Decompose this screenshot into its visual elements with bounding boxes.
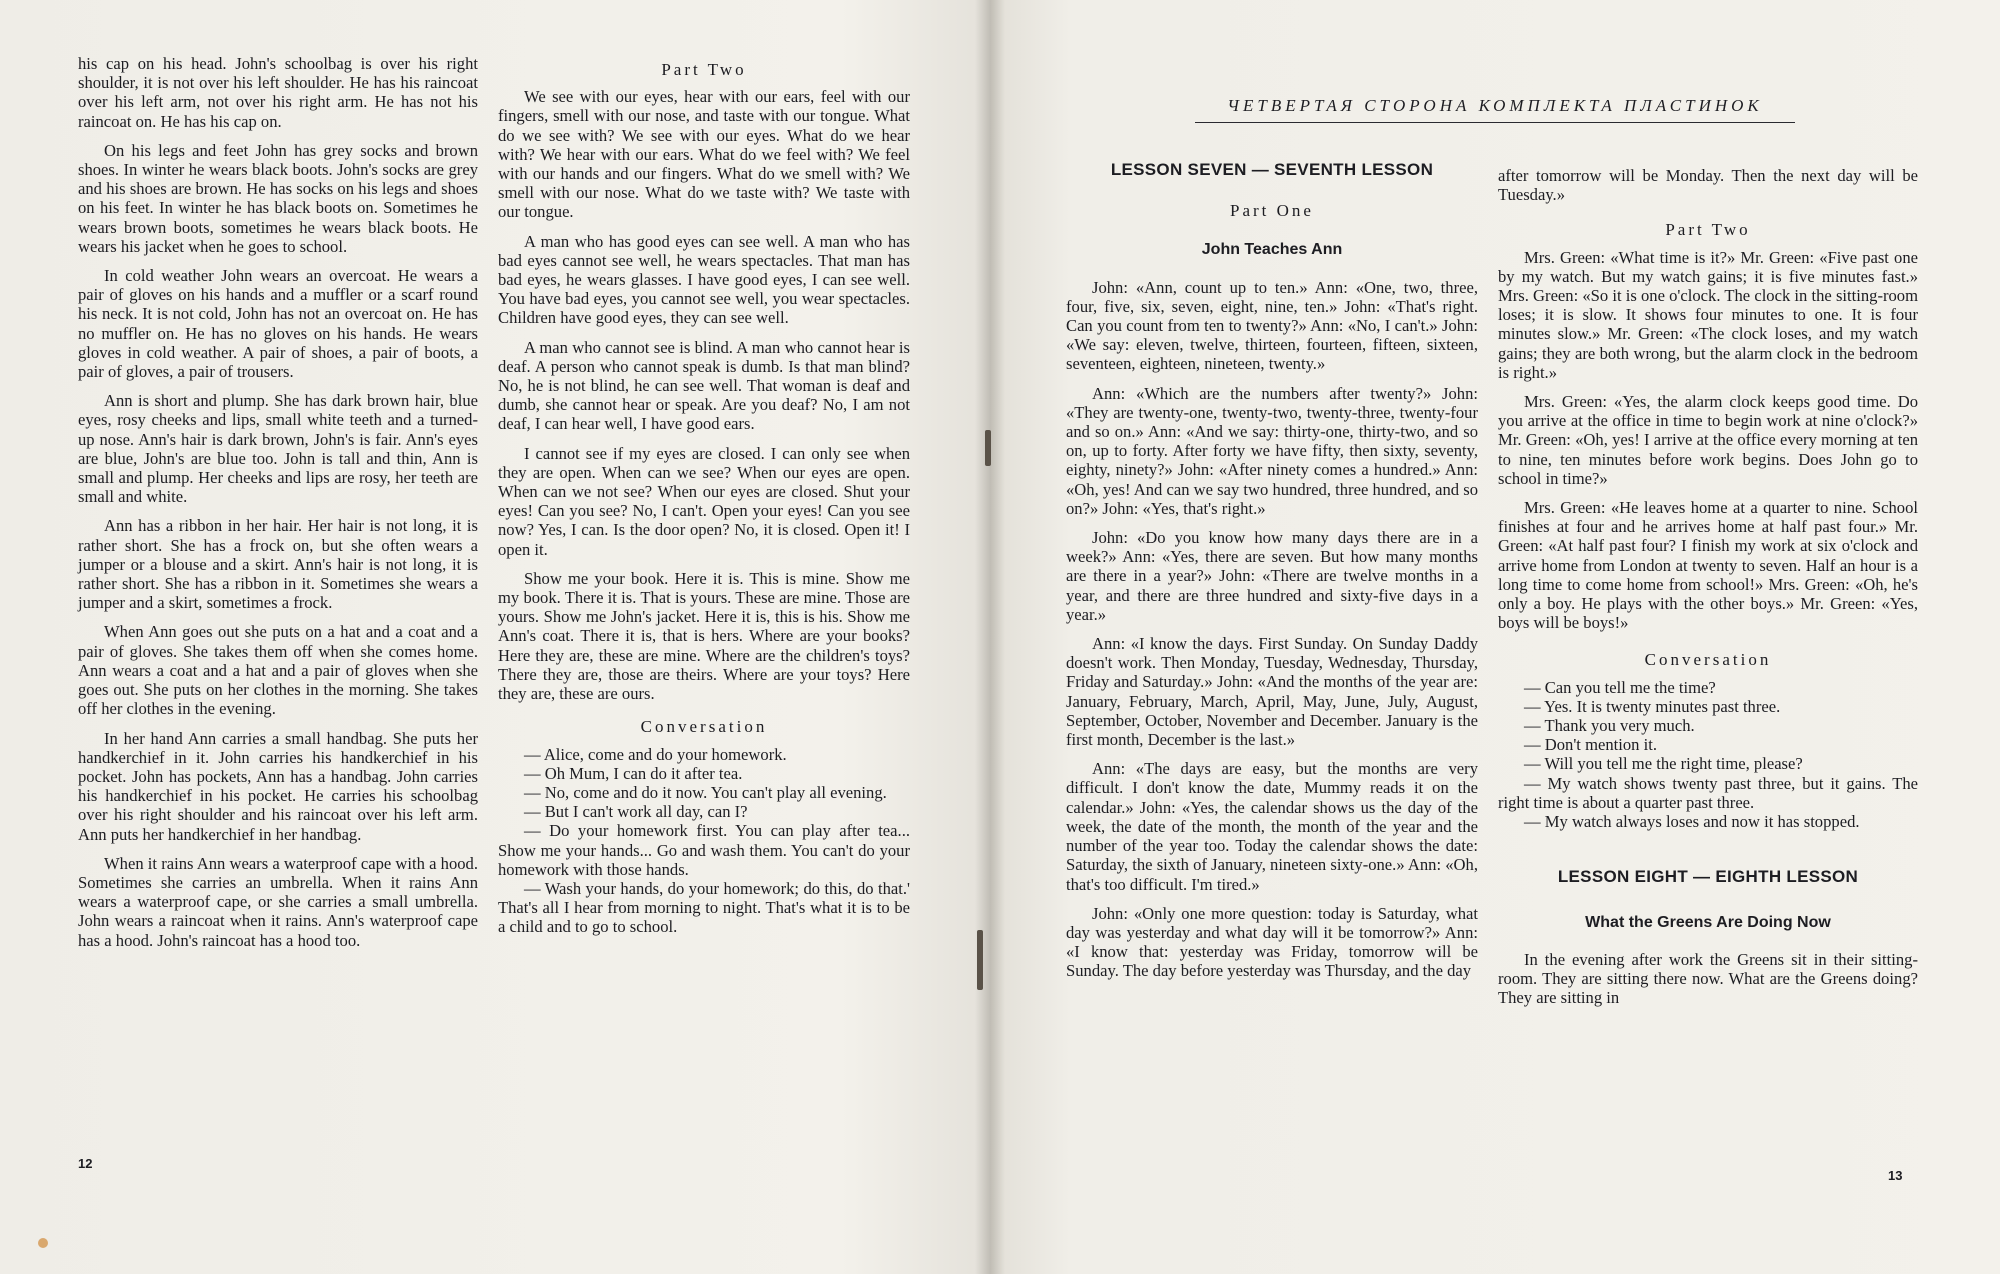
section-heading-part-two: Part Two (1665, 220, 1751, 240)
lesson-eight-title: LESSON EIGHT — EIGHTH LESSON (1557, 867, 1859, 887)
paper-stain (38, 1238, 48, 1248)
paragraph: Ann: «Which are the numbers after twenty?» John: «They are twenty-one, twenty-two, twenty-three, twenty-four and so on.» Ann: «And we say: thirty-one, thirty-two, and so on, up to forty. After forty we have fifty, then sixty, seventy, eighty, ninety?» John: «After ninety comes a hundred.» Ann: «Oh, yes! And can we say two hundred, three hundred, and so on?» John: «Yes, that's right.» (1066, 383, 1478, 518)
paragraph: A man who has good eyes can see well. A man who has bad eyes cannot see well, he wears spectacles. That man has bad eyes, he wears glasses. I have good eyes, I can see well. You have bad eyes, you cannot see well, you wear spectacles. Children have good eyes, they can see well. (498, 231, 910, 328)
paragraph: Mrs. Green: «What time is it?» Mr. Green: «Five past one by my watch. But my watch gains; it is five minutes fast.» Mrs. Green: «So it is one o'clock. The clock in the sitting-room loses; it is slow. It shows four minutes to one. It is four minutes slow.» Mr. Green: «The clock loses, and my watch gains; they are both wrong, but the alarm clock in the bedroom is right.» (1498, 247, 1918, 382)
paragraph: his cap on his head. John's schoolbag is over his right shoulder, it is not over his left shoulder. He has his raincoat over his left arm, not over his right arm. He has not his raincoat on. He has his cap on. (78, 54, 478, 131)
paragraph: We see with our eyes, hear with our ears, feel with our fingers, smell with our nose, and taste with our tongue. What do we see with? We see with our eyes. What do we hear with? We hear with our ears. What do we feel with? We feel with our hands and our fingers. What do we smell with? We smell with our nose. What do we taste with? We taste with our tongue. (498, 87, 910, 222)
paragraph: When it rains Ann wears a waterproof cape with a hood. Sometimes she carries an umbrella. When it rains Ann wears a waterproof cape, or she carries a small umbrella. John wears a raincoat when it rains. Ann's waterproof cape has a hood. John's raincoat has a hood too. (78, 853, 478, 950)
dialogue-line: — Can you tell me the time? (1524, 677, 1716, 697)
lesson-seven-title: LESSON SEVEN — SEVENTH LESSON (1110, 160, 1434, 179)
paragraph: In cold weather John wears an overcoat. He wears a pair of gloves on his hands and a muffler or a scarf round his neck. It is not cold, John has not an overcoat on. He has no muffler on. He has no gloves on his hands. He wears gloves in cold weather. A pair of shoes, a pair of boots, a pair of gloves, a pair of trousers. (78, 266, 478, 382)
paragraph: Ann has a ribbon in her hair. Her hair is not long, it is rather short. She has a frock on, but she often wears a jumper or a blouse and a skirt. Ann's hair is not long, it is rather short. She has a ribbon in it. Sometimes she wears a jumper and a skirt, sometimes a frock. (78, 516, 478, 613)
section-heading-conversation: Conversation (640, 717, 768, 737)
dialogue-line: — Oh Mum, I can do it after tea. (524, 763, 743, 783)
paragraph: Ann: «The days are easy, but the months are very difficult. I don't know the date, Mummy reads it on the calendar.» John: «Yes, the calendar shows us the day of the week, the date of the month, the month of the year and the number of the year too. Today the calendar shows the date: Saturday, the sixth of January, nineteen sixty-one.» Ann: «Oh, that's too difficult. I'm tired.» (1066, 759, 1478, 894)
paragraph: John: «Do you know how many days there are in a week?» Ann: «Yes, there are seven. But how many months are there in a year?» John: «There are twelve months in a year, and there are three hundred and sixty-five days in a year.» (1066, 528, 1478, 624)
left-column-1 (78, 54, 478, 960)
subtitle-what-the-greens: What the Greens Are Doing Now (1585, 913, 1831, 931)
dialogue-line: — No, come and do it now. You can't play all evening. (524, 782, 887, 802)
right-column-2 (1498, 166, 1918, 1017)
page-number-right: 13 (1888, 1168, 1903, 1183)
dialogue-line: — Alice, come and do your homework. (524, 744, 787, 764)
dialogue-line: — Will you tell me the right time, please? (1524, 754, 1803, 774)
subtitle-john-teaches-ann: John Teaches Ann (1201, 241, 1343, 259)
paragraph: On his legs and feet John has grey socks and brown shoes. In winter he wears black boots. John's socks are grey and his shoes are brown. He has socks on his legs and shoes on his feet. In winter he has black boots on. Sometimes he wears brown boots, sometimes he wears black boots. He wears his jacket when he goes to school. (78, 140, 478, 256)
page-number-left: 12 (78, 1156, 93, 1171)
dialogue-line: — Don't mention it. (1524, 735, 1657, 755)
paragraph: A man who cannot see is blind. A man who cannot hear is deaf. A person who cannot speak is dumb. Is that man blind? No, he is not blind, he can see well. That woman is deaf and dumb, she cannot hear or speak. Are you deaf? No, I am not deaf, I can hear well, I have good ears. (498, 337, 910, 434)
dialogue-line: — My watch always loses and now it has stopped. (1524, 812, 1860, 832)
paragraph: Ann is short and plump. She has dark brown hair, blue eyes, rosy cheeks and lips, small white teeth and a turned-up nose. Ann's hair is dark brown, John's is fair. Ann's eyes are blue, John's are blue too. John is tall and thin, Ann is small and plump. Her cheeks and lips are rosy, her teeth are small and white. (78, 391, 478, 507)
section-heading-conversation: Conversation (1644, 650, 1772, 670)
section-heading-part-one: Part One (1230, 201, 1314, 221)
paragraph: after tomorrow will be Monday. Then the next day will be Tuesday.» (1498, 166, 1918, 205)
paragraph: John: «Ann, count up to ten.» Ann: «One, two, three, four, five, six, seven, eight, nine, ten.» John: «That's right. Can you count from ten to twenty?» Ann: «No, I can't.» John: «We say: eleven, twelve, thirteen, fourteen, fifteen, sixteen, seventeen, eighteen, nineteen, twenty.» (1066, 277, 1478, 374)
paragraph: Ann: «I know the days. First Sunday. On Sunday Daddy doesn't work. Then Monday, Tuesday, Wednesday, Thursday, Friday and Saturday.» John: «And the months of the year are: January, February, March, April, May, June, July, August, September, October, November and December. January is the first month, December is the last.» (1066, 634, 1478, 750)
dialogue-line: — Thank you very much. (1524, 716, 1695, 736)
russian-header: ЧЕТВЕРТАЯ СТОРОНА КОМПЛЕКТА ПЛАСТИНОК (1195, 96, 1795, 123)
dialogue-line: — Yes. It is twenty minutes past three. (1524, 696, 1781, 716)
right-column-1 (1066, 160, 1478, 991)
dialogue-line: — Do your homework first. You can play after tea... Show me your hands... Go and wash them. You can't do your homework with those hands. (498, 821, 910, 879)
book-gutter (975, 0, 1005, 1274)
paragraph: Show me your book. Here it is. This is mine. Show me my book. There it is. That is yours. These are mine. Those are yours. Show me John's jacket. Here it is, this is his. Show me Ann's coat. There it is, that is hers. Where are your books? Here they are, these are mine. Where are the children's toys? There they are, those are theirs. Where are your toys? Here they are, these are ours. (498, 568, 910, 704)
staple-top (985, 430, 991, 466)
paragraph: When Ann goes out she puts on a hat and a coat and a pair of gloves. She takes them off when she comes home. Ann wears a coat and a hat and a pair of gloves when she goes out. She puts on her clothes in the morning. She takes off her clothes in the evening. (78, 622, 478, 719)
dialogue-line: — Wash your hands, do your homework; do this, do that.' That's all I hear from morning to night. That's what it is to be a child and to go to school. (498, 878, 910, 937)
paragraph: Mrs. Green: «He leaves home at a quarter to nine. School finishes at four and he arrives home at half past four.» Mr. Green: «At half past four? I finish my work at six o'clock and arrive home from London at twenty to seven. Half an hour is a long time to come home from school!» Mrs. Green: «Oh, he's only a boy. He plays with the other boys.» Mr. Green: «Yes, boys will be boys!» (1498, 498, 1918, 633)
paragraph: Mrs. Green: «Yes, the alarm clock keeps good time. Do you arrive at the office in time to begin work at nine o'clock?» Mr. Green: «Oh, yes! I arrive at the office every morning at ten to nine, ten minutes before work begins. Does John go to school in time?» (1498, 392, 1918, 488)
paragraph: John: «Only one more question: today is Saturday, what day was yesterday and what day will it be tomorrow?» Ann: «I know that: yesterday was Friday, tomorrow will be Sunday. The day before yesterday was Thursday, and the day (1066, 903, 1478, 981)
paragraph: I cannot see if my eyes are closed. I can only see when they are open. When can we see? When our eyes are open. When can we not see? When our eyes are closed. Shut your eyes! Can you see? No, I can't. Open your eyes! Can you see now? Yes, I can. Is the door open? No, it is closed. Open it! I open it. (498, 443, 910, 559)
section-heading-part-two: Part Two (661, 60, 747, 79)
staple-bottom (977, 930, 983, 990)
dialogue-line: — But I can't work all day, can I? (524, 802, 748, 822)
paragraph: In her hand Ann carries a small handbag. She puts her handkerchief in it. John carries his handkerchief in his pocket. John has pockets, Ann has a handbag. John carries his handkerchief in his pocket. He carries his schoolbag over his right shoulder and his raincoat over his left arm. Ann puts her handkerchief in her handbag. (78, 728, 478, 844)
paragraph: In the evening after work the Greens sit in their sitting-room. They are sitting there now. What are the Greens doing? They are sitting in (1498, 949, 1918, 1008)
left-column-2 (498, 54, 910, 937)
dialogue-line: — My watch shows twenty past three, but it gains. The right time is about a quarter past three. (1498, 773, 1918, 812)
